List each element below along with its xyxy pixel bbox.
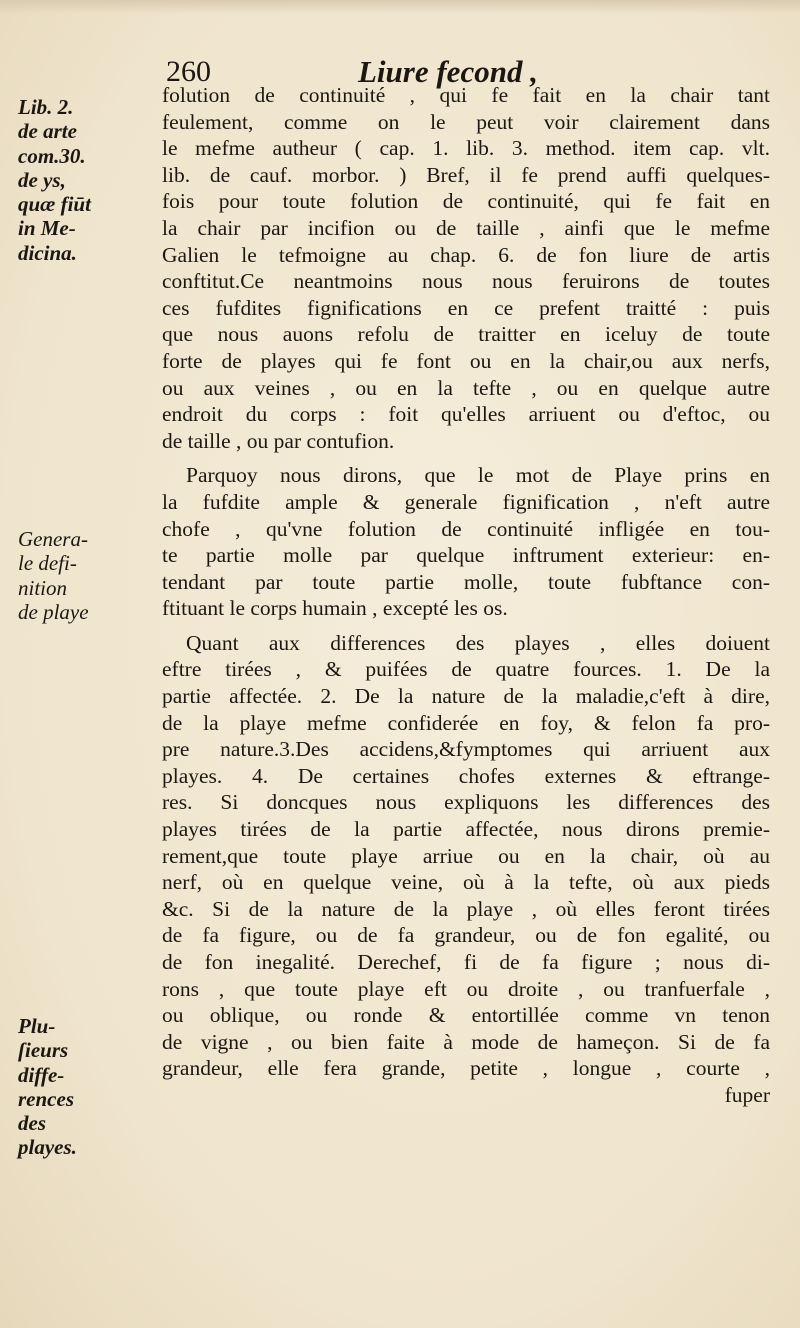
text-line: de la playe mefme confiderée en foy, & felon fa pro- [162, 710, 770, 735]
text-line: Parquoy nous dirons, que le mot de Playe prins en [186, 463, 770, 488]
margin-note-line: diffe- [18, 1062, 65, 1087]
margin-note-line: in Me- [18, 216, 76, 241]
text-line: ces fufdites fignifications en ce prefent traitté : puis [162, 295, 770, 320]
margin-note-line: nition [18, 575, 68, 600]
text-line: la fufdite ample & generale fignification , n'eft autre [162, 489, 770, 514]
text-line: lib. de cauf. morbor. ) Bref, il fe prend auffi quelques- [162, 162, 770, 187]
text-line: de fon inegalité. Derechef, fi de fa figure ; nous di- [162, 950, 770, 974]
text-line: grandeur, elle fera grande, petite , longue , courte , [162, 1056, 770, 1081]
text-line: folution de continuité , qui fe fait en la chair tant [162, 83, 770, 107]
margin-note-line: de playe [18, 599, 89, 624]
text-line: rement,que toute playe arriue ou en la chair, où au [162, 843, 770, 868]
text-line: nerf, où en quelque veine, où à la tefte, où aux pieds [162, 870, 770, 895]
text-line: la chair par incifion ou de taille , ainfi que le mefme [162, 215, 770, 240]
margin-note-line: Genera- [18, 527, 88, 551]
margin-note-line: de arte [18, 119, 77, 144]
body-text [162, 82, 770, 1109]
catchword: fuper [724, 1082, 770, 1107]
margin-note-line: rences [18, 1086, 74, 1111]
margin-note-line: Plu- [18, 1014, 56, 1038]
text-line: feulement, comme on le peut voir clairement dans [162, 109, 770, 134]
text-line: de taille , ou par contufion. [162, 428, 395, 453]
text-line: rons , que toute playe eft ou droite , ou tranfuerfale , [162, 976, 770, 1001]
text-line: &c. Si de la nature de la playe , où elles feront tirées [162, 896, 770, 921]
margin-note-definition [18, 527, 158, 624]
text-line: que nous auons refolu de traitter en iceluy de toute [162, 322, 770, 347]
text-line: le mefme autheur ( cap. 1. lib. 3. method. item cap. vlt. [162, 136, 770, 161]
text-line: de fa figure, ou de fa grandeur, ou de fon egalité, ou [162, 923, 770, 948]
margin-note-line: le defi- [18, 551, 77, 576]
text-line: ou oblique, ou ronde & entortillée comme vn tenon [162, 1003, 770, 1028]
margin-note-line: quæ fiūt [18, 192, 91, 217]
text-line: playes. 4. De certaines chofes externes & eftrange- [162, 763, 770, 788]
text-line: pre nature.3.Des accidens,&fymptomes qui arriuent aux [162, 737, 770, 762]
text-line: Quant aux differences des playes , elles doiuent [186, 630, 770, 655]
text-line: forte de playes qui fe font ou en la chair,ou aux nerfs, [162, 348, 770, 373]
text-line: res. Si doncques nous expliquons les differences des [162, 790, 770, 815]
text-line: te partie molle par quelque inftrument exterieur: en- [162, 543, 770, 568]
text-line: chofe , qu'vne folution de continuité infligée en tou- [162, 516, 770, 541]
margin-note-line: des [18, 1111, 46, 1136]
text-line: tendant par toute partie molle, toute fubftance con- [162, 569, 770, 594]
page-number: 260 [166, 55, 211, 88]
text-line: fois pour toute folution de continuité, qui fe fait en [162, 189, 770, 214]
text-line: Galien le tefmoigne au chap. 6. de fon liure de artis [162, 242, 770, 267]
margin-note-line: ſieurs [18, 1038, 69, 1063]
text-line: endroit du corps : foit qu'elles arriuent ou d'eftoc, ou [162, 402, 770, 427]
margin-note-line: playes. [18, 1135, 77, 1160]
text-line: playes tirées de la partie affectée, nous dirons premie- [162, 817, 770, 842]
text-line: ftituant le corps humain , excepté les os. [162, 596, 508, 621]
margin-note-line: Lib. 2. [18, 95, 74, 119]
margin-note-line: de ys, [18, 167, 66, 192]
text-line: eftre tirées , & puifées de quatre fources. 1. De la [162, 657, 770, 682]
margin-note-differences [18, 1014, 158, 1160]
margin-note-line: com.30. [18, 143, 86, 168]
text-line: partie affectée. 2. De la nature de la maladie,c'eft à dire, [162, 684, 770, 709]
margin-notes [18, 0, 158, 1328]
text-line: ou aux veines , ou en la tefte , ou en quelque autre [162, 375, 770, 400]
margin-note-line: dicina. [18, 240, 77, 265]
text-line: conftitut.Ce neantmoins nous nous feruirons de toutes [162, 269, 770, 294]
running-title: Liure fecond , [358, 54, 538, 89]
margin-note-reference [18, 95, 158, 265]
text-line: de vigne , ou bien faite à mode de hameçon. Si de fa [162, 1029, 770, 1054]
